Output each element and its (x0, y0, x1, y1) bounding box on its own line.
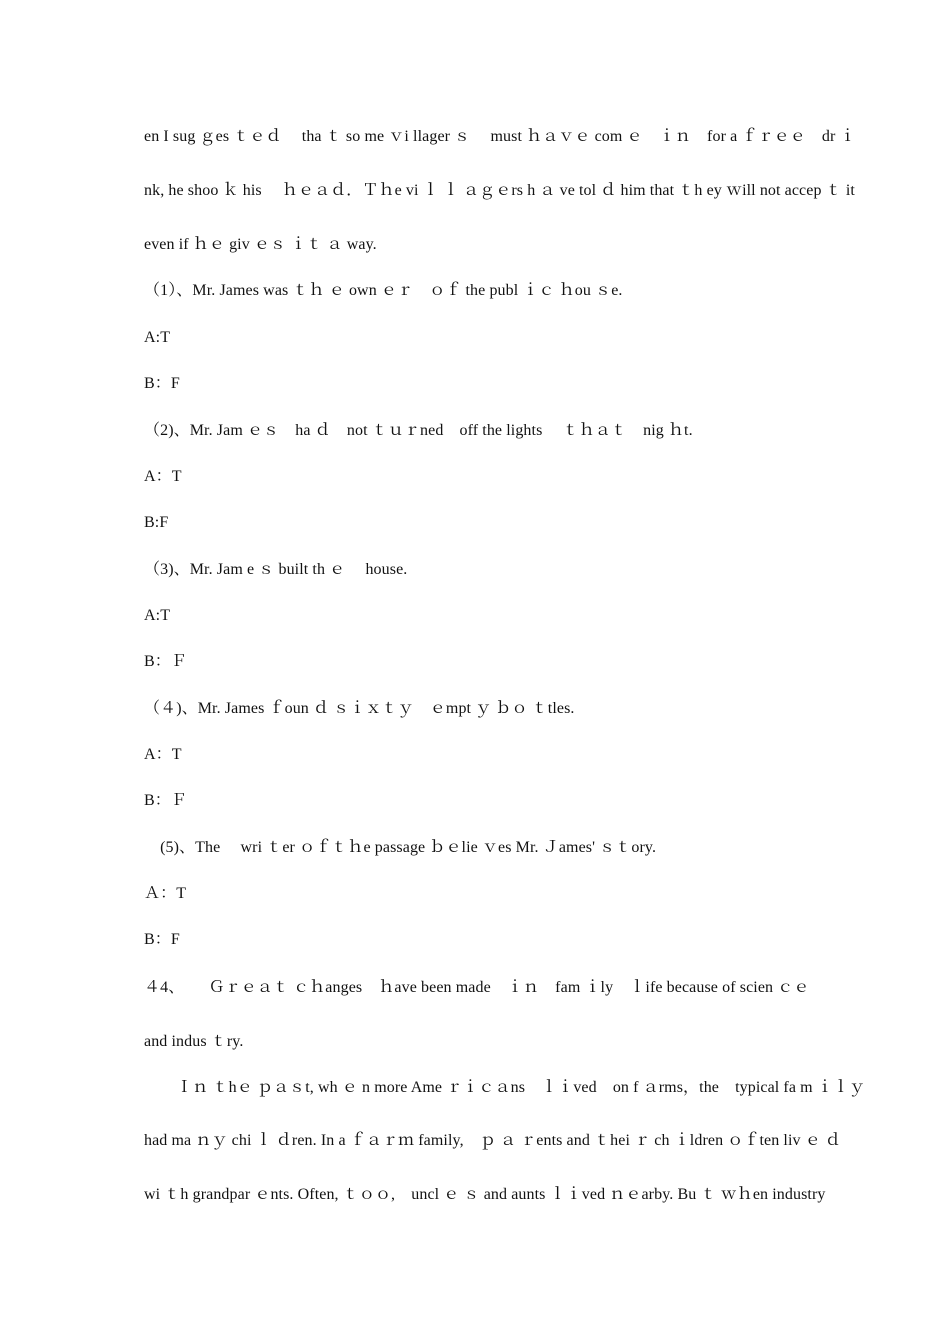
paragraph-line-3: even if ｈｅ giv ｅｓ ｉｔ ａ way. (144, 236, 377, 253)
question-2-option-b: B:F (144, 514, 169, 531)
question-3: （3)、Mr. Jam e ｓ built th ｅ house. (144, 561, 408, 578)
passage-44-line-5: wi ｔh grandpar ｅnts. Often, ｔｏｏ, uncl ｅ ｓ and aunts ｌｉved ｎｅarby. Bu ｔ ｗｈen industry (144, 1186, 826, 1203)
question-4-option-b: B：Ｆ (144, 792, 187, 809)
passage-44-line-3: Ｉｎ ｔhｅ ｐａｓt, wh ｅ n more Ame ｒｉｃａns ｌｉved on f ａrms，the typical fa m ｉｌｙ (144, 1079, 866, 1096)
question-1-option-a: A:T (144, 329, 171, 346)
passage-44-line-4: had ma ｎｙ chi ｌ ｄren. In a ｆａｒｍ family, ｐ ａ ｒents and ｔhei ｒ ch ｉldren ｏｆten liv ｅ ｄ (144, 1132, 842, 1149)
question-4-option-a: A：T (144, 746, 182, 763)
paragraph-line-1: en I sug ｇes ｔｅｄ tha ｔ so me ｖi llager ｓ must ｈａｖｅ com ｅ ｉｎ for a ｆｒｅｅ dr ｉ (144, 128, 856, 145)
question-5-option-a: Ａ：T (144, 885, 187, 902)
passage-44-heading: ４4、 Ｇｒｅａｔ ｃｈanges ｈave been made ｉｎ fam ｉly ｌife because of scien ｃｅ (144, 979, 810, 996)
question-3-option-b: B：Ｆ (144, 653, 187, 670)
question-5: (5)、The wri ｔer ｏｆｔｈe passage ｂｅlie ｖes Mr. Ｊames' ｓｔory. (144, 839, 657, 856)
question-1-option-b: B：F (144, 375, 180, 392)
question-2: （2)、Mr. Jam ｅｓ ha ｄ not ｔｕｒned off the lights ｔｈａｔ nig ｈt. (144, 422, 693, 439)
question-2-option-a: A：T (144, 468, 182, 485)
question-3-option-a: A:T (144, 607, 171, 624)
question-5-option-b: B：F (144, 931, 180, 948)
paragraph-line-2: nk, he shoo ｋ his ｈｅａｄ．Ｔｈe vi ｌ ｌ ａｇｅrs h ａ ve tol ｄ him that ｔh ey ｗill not accep ｔ it (144, 182, 855, 199)
question-4: （４)、Mr. James ｆoun ｄ ｓｉｘｔｙ ｅmpt ｙ ｂｏ ｔtles. (144, 700, 575, 717)
passage-44-line-2: and indus ｔry. (144, 1033, 244, 1050)
question-1: （1）、Mr. James was ｔｈ ｅ own ｅｒ ｏｆ the publ ｉｃ ｈou ｓe. (144, 282, 623, 299)
